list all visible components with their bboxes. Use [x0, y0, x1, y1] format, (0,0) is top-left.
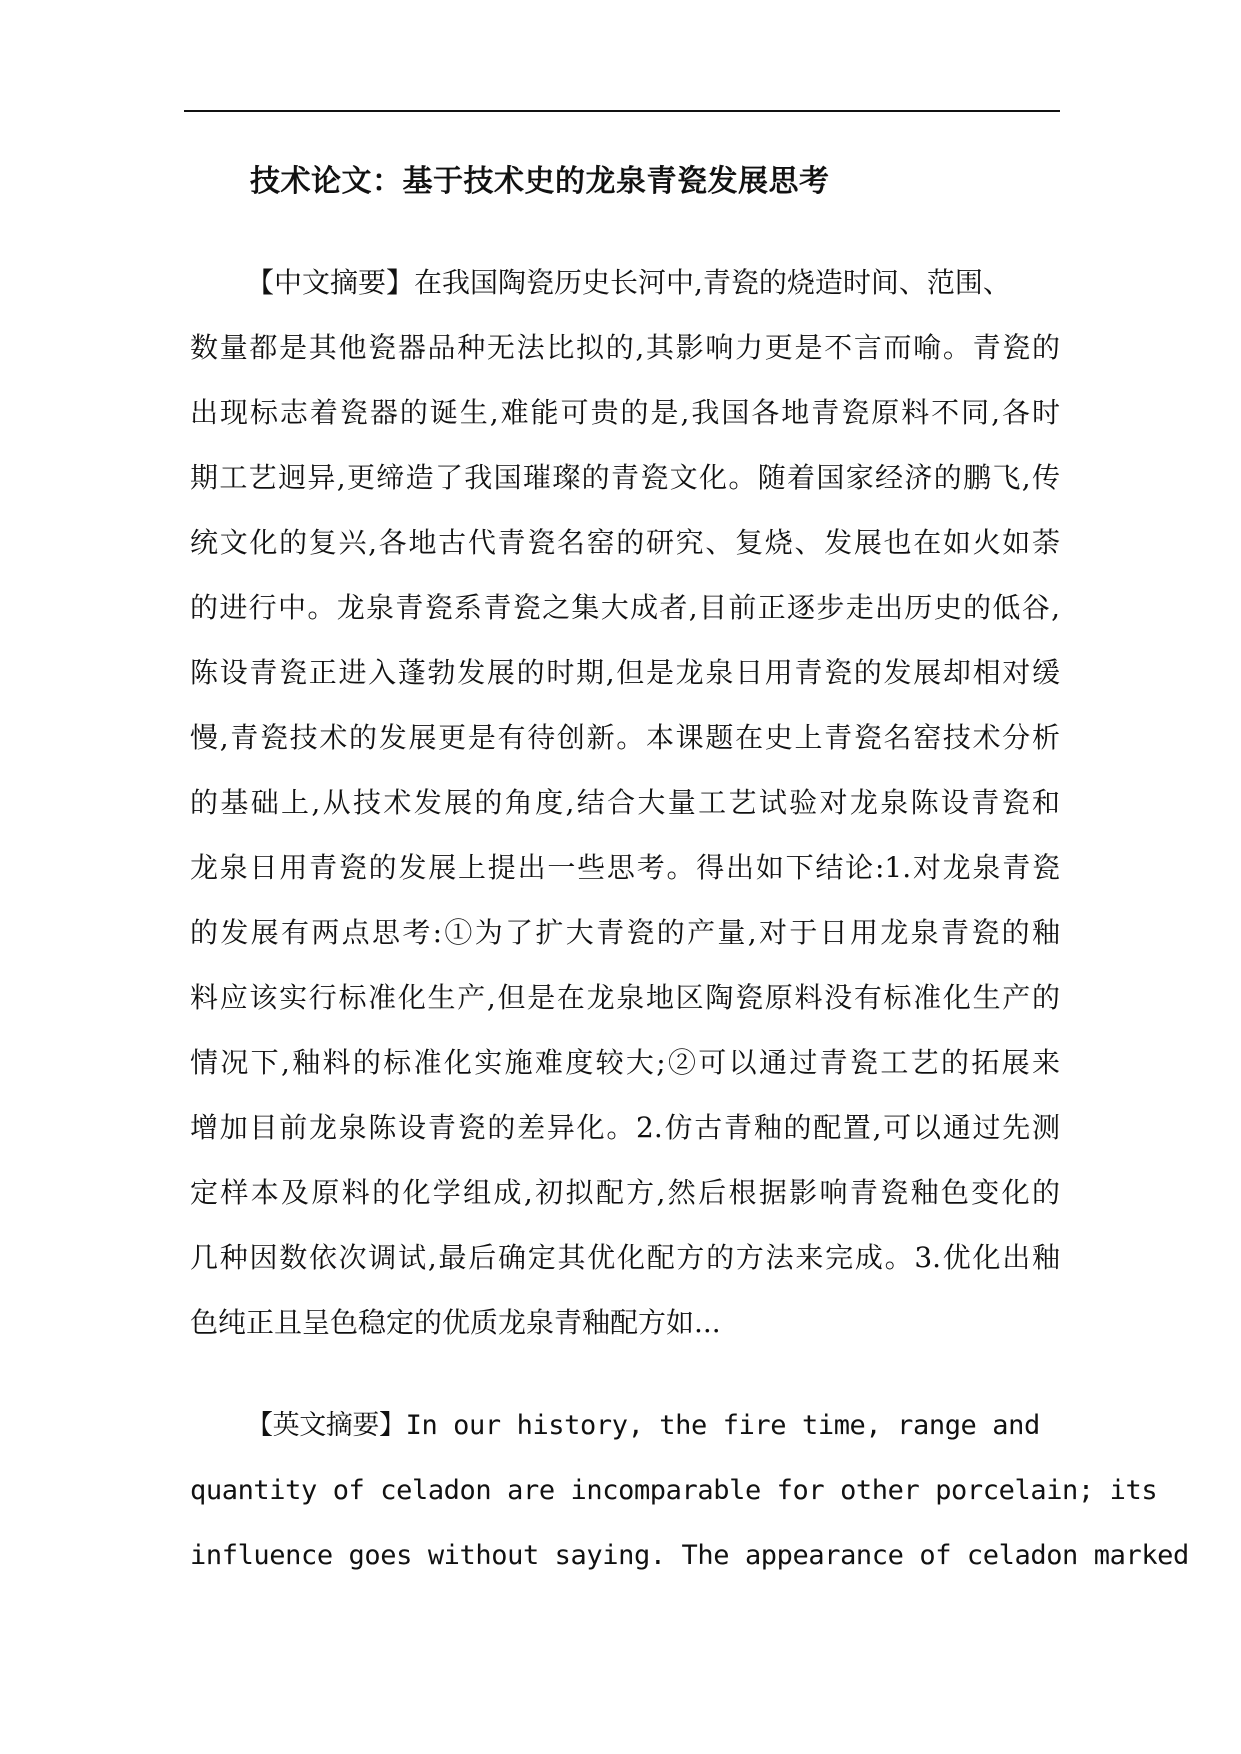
- chinese-abstract-line: 的进行中。龙泉青瓷系青瓷之集大成者,目前正逐步走出历史的低谷,: [190, 591, 1060, 624]
- chinese-abstract-line: 数量都是其他瓷器品种无法比拟的,其影响力更是不言而喻。青瓷的: [190, 331, 1060, 364]
- chinese-abstract-line: 期工艺迥异,更缔造了我国璀璨的青瓷文化。随着国家经济的鹏飞,传: [190, 461, 1060, 494]
- chinese-abstract-line: 情况下,釉料的标准化实施难度较大;②可以通过青瓷工艺的拓展来: [190, 1046, 1060, 1079]
- chinese-abstract-line: 慢,青瓷技术的发展更是有待创新。本课题在史上青瓷名窑技术分析: [190, 721, 1060, 754]
- chinese-abstract-line: 料应该实行标准化生产,但是在龙泉地区陶瓷原料没有标准化生产的: [190, 981, 1060, 1014]
- chinese-abstract-line: 定样本及原料的化学组成,初拟配方,然后根据影响青瓷釉色变化的: [190, 1176, 1060, 1209]
- chinese-abstract-line: 增加目前龙泉陈设青瓷的差异化。2.仿古青釉的配置,可以通过先测: [190, 1111, 1060, 1144]
- chinese-abstract-line: 陈设青瓷正进入蓬勃发展的时期,但是龙泉日用青瓷的发展却相对缓: [190, 656, 1060, 689]
- header-rule: [184, 110, 1060, 112]
- english-abstract-label: 【英文摘要】: [246, 1410, 406, 1441]
- chinese-abstract-text: 在我国陶瓷历史长河中,青瓷的烧造时间、范围、: [414, 266, 1011, 299]
- chinese-abstract-line: 出现标志着瓷器的诞生,难能可贵的是,我国各地青瓷原料不同,各时: [190, 396, 1060, 429]
- english-abstract-line: quantity of celadon are incomparable for other porcelain; its: [190, 1475, 1158, 1506]
- chinese-abstract-line: 的发展有两点思考:①为了扩大青瓷的产量,对于日用龙泉青瓷的釉: [190, 916, 1060, 949]
- page-title: 技术论文：基于技术史的龙泉青瓷发展思考: [250, 164, 830, 199]
- english-abstract-line: influence goes without saying. The appearance of celadon marked: [190, 1540, 1189, 1571]
- english-abstract-line-1: [190, 1393, 1060, 1458]
- chinese-abstract-line: 统文化的复兴,各地古代青瓷名窑的研究、复烧、发展也在如火如荼: [190, 526, 1060, 559]
- chinese-abstract-line: 的基础上,从技术发展的角度,结合大量工艺试验对龙泉陈设青瓷和: [190, 786, 1060, 819]
- chinese-abstract-line: 几种因数依次调试,最后确定其优化配方的方法来完成。3.优化出釉: [190, 1241, 1060, 1274]
- chinese-abstract-line: 龙泉日用青瓷的发展上提出一些思考。得出如下结论:1.对龙泉青瓷: [190, 851, 1060, 884]
- chinese-abstract-line: 色纯正且呈色稳定的优质龙泉青釉配方如...: [190, 1306, 721, 1339]
- english-abstract-text: In our history, the fire time, range and: [405, 1410, 1040, 1441]
- chinese-abstract-label: 【中文摘要】: [246, 266, 415, 299]
- chinese-abstract: [190, 250, 1060, 1355]
- english-abstract: [190, 1393, 1189, 1588]
- chinese-abstract-line-1: [190, 250, 1060, 315]
